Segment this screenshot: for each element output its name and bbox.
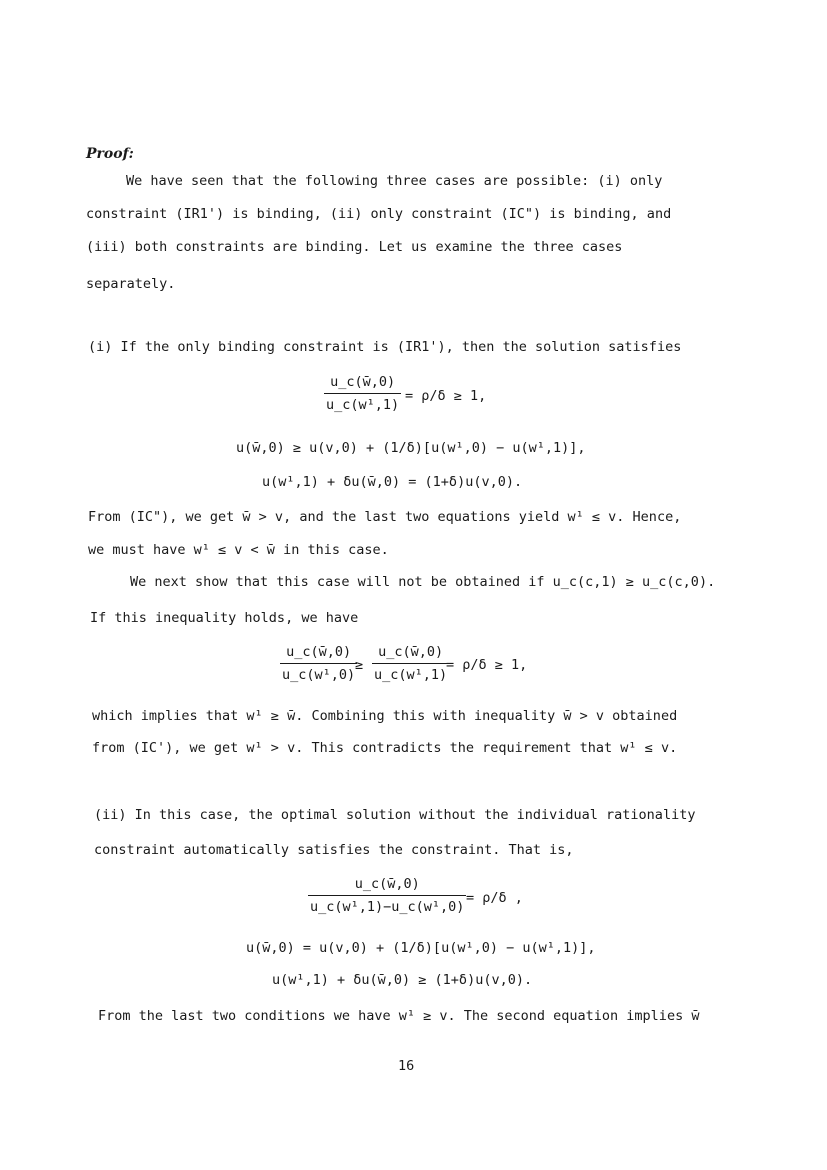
case1-lead: (i) If the only binding constraint is (IR1'), then the solution satisfies <box>88 339 682 355</box>
case1-para-1: From (IC"), we get w̄ > v, and the last two equations yield w¹ ≤ v. Hence, <box>88 509 682 525</box>
eq5-rhs: = ρ/δ , <box>466 890 523 906</box>
case2-para-1: From the last two conditions we have w¹ ≥ v. The second equation implies w̄ <box>98 1008 700 1024</box>
intro-line-4: separately. <box>86 276 176 292</box>
eq7: u(w¹,1) + δu(w̄,0) ≥ (1+δ)u(v,0). <box>272 972 533 988</box>
eq5-numerator: u_c(w̄,0) <box>354 876 420 892</box>
case1-para-3: We next show that this case will not be obtained if u_c(c,1) ≥ u_c(c,0). <box>130 574 716 590</box>
eq3: u(w¹,1) + δu(w̄,0) = (1+δ)u(v,0). <box>262 474 523 490</box>
proof-heading: Proof: <box>86 146 134 162</box>
eq4a-numerator: u_c(w̄,0) <box>286 644 352 660</box>
eq4-mid: ≥ <box>355 657 364 673</box>
eq4a-denominator: u_c(w¹,0) <box>282 667 356 683</box>
intro-line-2: constraint (IR1') is binding, (ii) only constraint (IC") is binding, and <box>86 206 672 222</box>
eq5-fraction <box>308 876 466 915</box>
eq5-denominator: u_c(w¹,1)−u_c(w¹,0) <box>310 899 465 915</box>
case1-para-6: from (IC'), we get w¹ > v. This contradicts the requirement that w¹ ≤ v. <box>92 740 678 756</box>
eq1-numerator: u_c(w̄,0) <box>330 374 396 390</box>
case1-para-4: If this inequality holds, we have <box>90 610 359 626</box>
eq4b-denominator: u_c(w¹,1) <box>374 667 448 683</box>
case2-lead-2: constraint automatically satisfies the constraint. That is, <box>94 842 574 858</box>
eq4b-numerator: u_c(w̄,0) <box>378 644 444 660</box>
eq1-fraction <box>324 374 401 413</box>
eq1-rhs: = ρ/δ ≥ 1, <box>405 388 487 404</box>
intro-line-3: (iii) both constraints are binding. Let us examine the three cases <box>86 239 623 255</box>
eq4-fraction-a <box>280 644 357 683</box>
case2-lead: (ii) In this case, the optimal solution without the individual rationality <box>94 807 696 823</box>
eq2: u(w̄,0) ≥ u(v,0) + (1/δ)[u(w¹,0) − u(w¹,1)], <box>236 440 586 456</box>
case1-para-5: which implies that w¹ ≥ w̄. Combining this with inequality w̄ > v obtained <box>92 708 678 724</box>
eq6: u(w̄,0) = u(v,0) + (1/δ)[u(w¹,0) − u(w¹,1)], <box>246 940 596 956</box>
eq4-fraction-b <box>372 644 449 683</box>
page-number: 16 <box>398 1058 415 1074</box>
intro-line-1: We have seen that the following three cases are possible: (i) only <box>126 173 663 189</box>
eq1-denominator: u_c(w¹,1) <box>326 397 400 413</box>
eq4-rhs: = ρ/δ ≥ 1, <box>446 657 528 673</box>
case1-para-2: we must have w¹ ≤ v < w̄ in this case. <box>88 542 389 558</box>
